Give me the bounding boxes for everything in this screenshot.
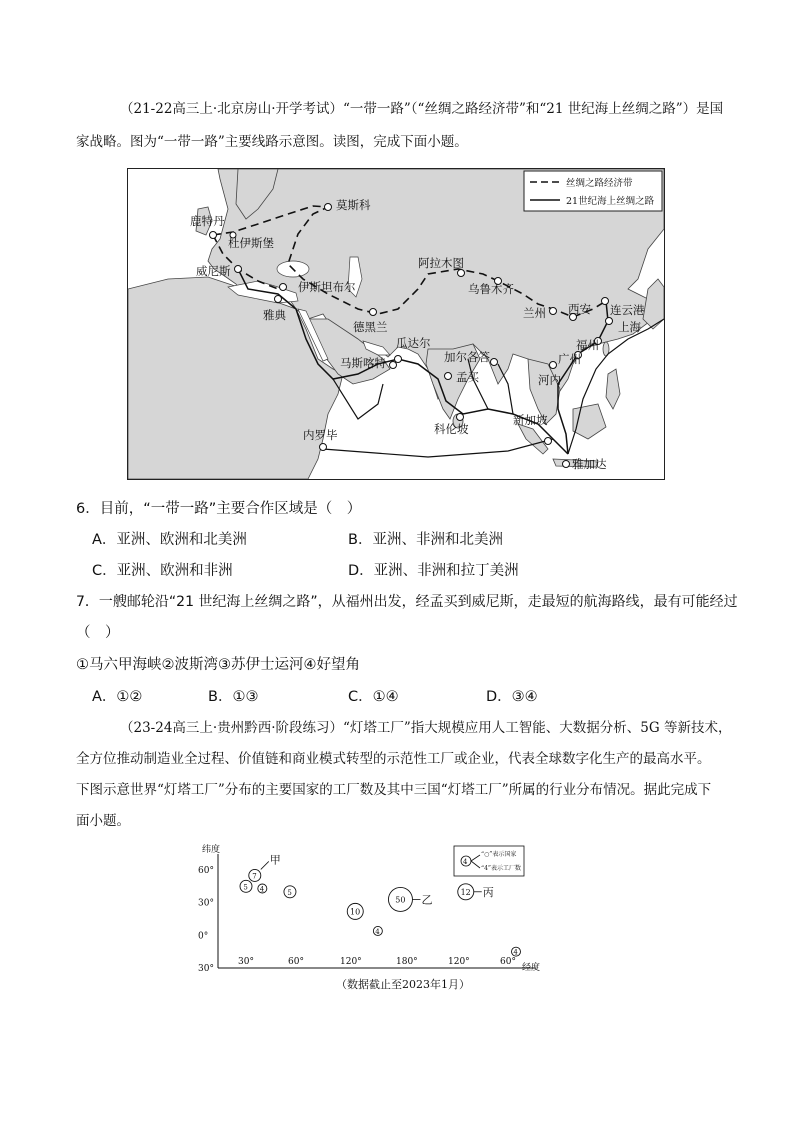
x-tick-label: 180° xyxy=(396,957,418,967)
city-lianyungang: 连云港 xyxy=(610,303,645,317)
point-value-label: 4 xyxy=(375,927,380,936)
legend-line1: “○”表示国家 xyxy=(481,851,517,858)
y-tick-label: 0° xyxy=(198,931,209,942)
y-tick-label: 30° xyxy=(198,964,214,974)
y-axis-label: 纬度 xyxy=(202,845,221,855)
city-muscat: 马斯喀特 xyxy=(340,356,386,370)
x-axis-label: 经度 xyxy=(522,963,541,973)
city-colombo: 科伦坡 xyxy=(434,422,469,436)
legend-sample: 4 xyxy=(463,858,468,866)
city-singapore: 新加坡 xyxy=(513,413,548,427)
city-nairobi: 内罗毕 xyxy=(303,428,338,442)
x-tick-label: 30° xyxy=(238,957,254,967)
point-value-label: 5 xyxy=(287,888,292,897)
point-name-label: 乙 xyxy=(421,893,433,907)
point-value-label: 12 xyxy=(460,887,471,897)
city-hanoi: 河内 xyxy=(538,373,561,387)
intro2-line2: 全方位推动制造业全过程、价值链和商业模式转型的示范性工厂或企业，代表全球数字化生产的最高水平。 xyxy=(76,751,711,767)
map-legend xyxy=(524,171,662,211)
city-fuzhou: 福州 xyxy=(576,338,599,352)
city-athens: 雅典 xyxy=(263,308,286,322)
legend-line2: “4”表示工厂数 xyxy=(481,865,521,872)
q7-option-b[interactable]: B．①③ xyxy=(208,689,259,705)
q7-option-d[interactable]: D．③④ xyxy=(486,689,538,705)
city-xian: 西安 xyxy=(568,302,591,316)
city-shanghai: 上海 xyxy=(618,320,641,334)
y-tick-label: 30° xyxy=(198,898,214,909)
lighthouse-factory-chart xyxy=(196,840,556,995)
city-duisburg: 杜伊斯堡 xyxy=(228,236,274,250)
point-value-label: 50 xyxy=(395,895,406,905)
city-mumbai: 孟买 xyxy=(456,370,479,384)
x-tick-label: 120° xyxy=(340,957,362,967)
city-guangzhou: 广州 xyxy=(558,352,581,366)
intro1-line2: 家战略。图为“一带一路”主要线路示意图。读图，完成下面小题。 xyxy=(76,134,468,150)
q6-option-c[interactable]: C．亚洲、欧洲和非洲 xyxy=(92,563,233,579)
city-almaty: 阿拉木图 xyxy=(418,256,464,270)
city-gwadar: 瓜达尔 xyxy=(396,336,431,350)
q6-option-a[interactable]: A．亚洲、欧洲和北美洲 xyxy=(92,532,247,548)
city-rotterdam: 鹿特丹 xyxy=(190,214,225,228)
city-istanbul: 伊斯坦布尔 xyxy=(298,280,356,294)
point-name-label: 甲 xyxy=(269,853,281,867)
city-venice: 威尼斯 xyxy=(196,264,231,278)
map-svg xyxy=(128,169,664,479)
q7-option-a[interactable]: A．①② xyxy=(92,689,143,705)
city-urumqi: 乌鲁木齐 xyxy=(468,282,514,296)
point-value-label: 10 xyxy=(350,907,361,917)
city-jakarta: 雅加达 xyxy=(572,457,607,471)
x-tick-label: 120° xyxy=(448,957,470,967)
intro2-line4: 面小题。 xyxy=(76,813,130,829)
intro2-line1: （23-24高三上·贵州黔西·阶段练习）“灯塔工厂”指大规模应用人工智能、大数据分析、5G 等新技术， xyxy=(120,720,732,736)
legend-sea-route: 21世纪海上丝绸之路 xyxy=(566,196,655,207)
y-tick-label: 60° xyxy=(198,866,214,876)
point-name-label: 丙 xyxy=(482,885,494,899)
point-value-label: 4 xyxy=(513,948,518,957)
belt-road-map xyxy=(127,168,665,480)
q6-stem: 6．目前，“一带一路”主要合作区域是（ ） xyxy=(76,501,362,517)
q6-option-b[interactable]: B．亚洲、非洲和北美洲 xyxy=(348,532,503,548)
chart-svg xyxy=(196,840,556,980)
chart-note: （数据截止至2023年1月） xyxy=(336,978,470,991)
q7-stem: 7．一艘邮轮沿“21 世纪海上丝绸之路”，从福州出发，经孟买到威尼斯，走最短的航海路线，最有可能经过 xyxy=(76,594,738,610)
point-value-label: 5 xyxy=(243,883,248,892)
q7-paren: （ ） xyxy=(76,625,120,641)
legend-land-route: 丝绸之路经济带 xyxy=(566,178,633,189)
q7-option-c[interactable]: C．①④ xyxy=(348,689,399,705)
point-name-leader xyxy=(261,861,269,869)
intro2-line3: 下图示意世界“灯塔工厂”分布的主要国家的工厂数及其中三国“灯塔工厂”所属的行业分布情况。据此完成下 xyxy=(76,782,712,798)
q6-option-d[interactable]: D．亚洲、非洲和拉丁美洲 xyxy=(348,563,519,579)
intro1-line1: （21-22高三上·北京房山·开学考试）“一带一路”（“丝绸之路经济带”和“21 世纪海上丝绸之路”）是国 xyxy=(120,101,724,117)
city-lanzhou: 兰州 xyxy=(523,306,546,320)
point-value-label: 7 xyxy=(252,872,257,881)
q7-items: ①马六甲海峡②波斯湾③苏伊士运河④好望角 xyxy=(76,657,360,673)
city-kolkata: 加尔各答 xyxy=(444,350,490,364)
point-value-label: 4 xyxy=(259,885,265,894)
city-tehran: 德黑兰 xyxy=(353,320,388,334)
x-tick-label: 60° xyxy=(288,957,304,967)
x-tick-label: 60° xyxy=(500,957,516,967)
city-moscow: 莫斯科 xyxy=(336,198,371,212)
